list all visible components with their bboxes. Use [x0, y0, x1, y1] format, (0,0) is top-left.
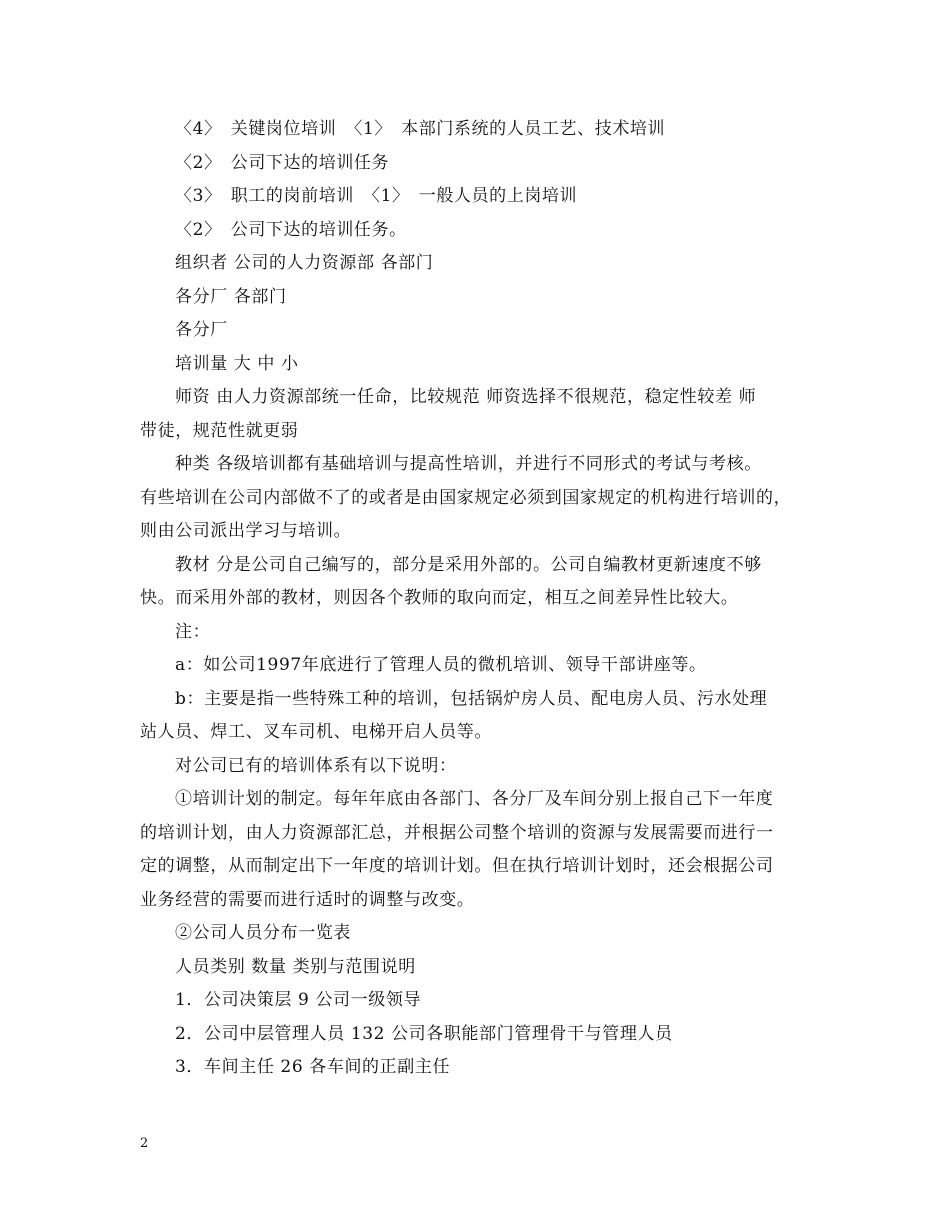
text-line: 业务经营的需要而进行适时的调整与改变。: [140, 889, 475, 910]
text-line: 1．公司决策层 9 公司一级领导: [175, 990, 422, 1010]
document-body: [140, 113, 830, 1085]
text-line: 对公司已有的培训体系有以下说明：: [175, 755, 457, 776]
text-line: 〈2〉 公司下达的培训任务。: [175, 219, 407, 240]
text-line: 种类 各级培训都有基础培训与提高性培训，并进行不同形式的考试与考核。: [175, 454, 762, 474]
text-line: ②公司人员分布一览表: [175, 923, 351, 943]
text-line: 快。而采用外部的教材，则因各个教师的取向而定，相互之间差异性比较大。: [140, 588, 739, 608]
text-line: 3．车间主任 26 各车间的正副主任: [175, 1057, 451, 1077]
text-line: 〈3〉 职工的岗前培训 〈1〉 一般人员的上岗培训: [175, 186, 578, 206]
text-line: 人员类别 数量 类别与范围说明: [175, 956, 416, 977]
text-line: 教材 分是公司自己编写的，部分是采用外部的。公司自编教材更新速度不够: [175, 554, 762, 575]
text-line: 定的调整，从而制定出下一年度的培训计划。但在执行培训计划时，还会根据公司: [140, 856, 774, 876]
text-line: ①培训计划的制定。每年年底由各部门、各分厂及车间分别上报自己下一年度: [175, 789, 774, 809]
text-line: b：主要是指一些特殊工种的培训，包括锅炉房人员、配电房人员、污水处理: [175, 688, 768, 709]
text-line: 各分厂: [175, 320, 228, 340]
text-line: 2．公司中层管理人员 132 公司各职能部门管理骨干与管理人员: [175, 1023, 673, 1044]
text-line: 则由公司派出学习与培训。: [140, 521, 352, 541]
text-line: 有些培训在公司内部做不了的或者是由国家规定必须到国家规定的机构进行培训的，: [140, 487, 792, 508]
text-line: 注：: [175, 621, 211, 642]
text-line: 组织者 公司的人力资源部 各部门: [175, 253, 434, 273]
text-line: 培训量 大 中 小: [175, 353, 299, 374]
text-line: 带徒，规范性就更弱: [140, 420, 299, 441]
text-line: 〈4〉 关键岗位培训 〈1〉 本部门系统的人员工艺、技术培训: [175, 119, 666, 139]
text-line: a：如公司1997年底进行了管理人员的微机培训、领导干部讲座等。: [175, 655, 707, 675]
text-line: 各分厂 各部门: [175, 286, 287, 307]
text-line: 站人员、焊工、叉车司机、电梯开启人员等。: [140, 722, 492, 742]
text-line: 师资 由人力资源部统一任命，比较规范 师资选择不很规范，稳定性较差 师: [175, 387, 757, 407]
text-line: 的培训计划，由人力资源部汇总，并根据公司整个培训的资源与发展需要而进行一: [140, 822, 774, 843]
text-line: 〈2〉 公司下达的培训任务: [175, 152, 390, 173]
page-number: 2: [140, 1136, 149, 1151]
